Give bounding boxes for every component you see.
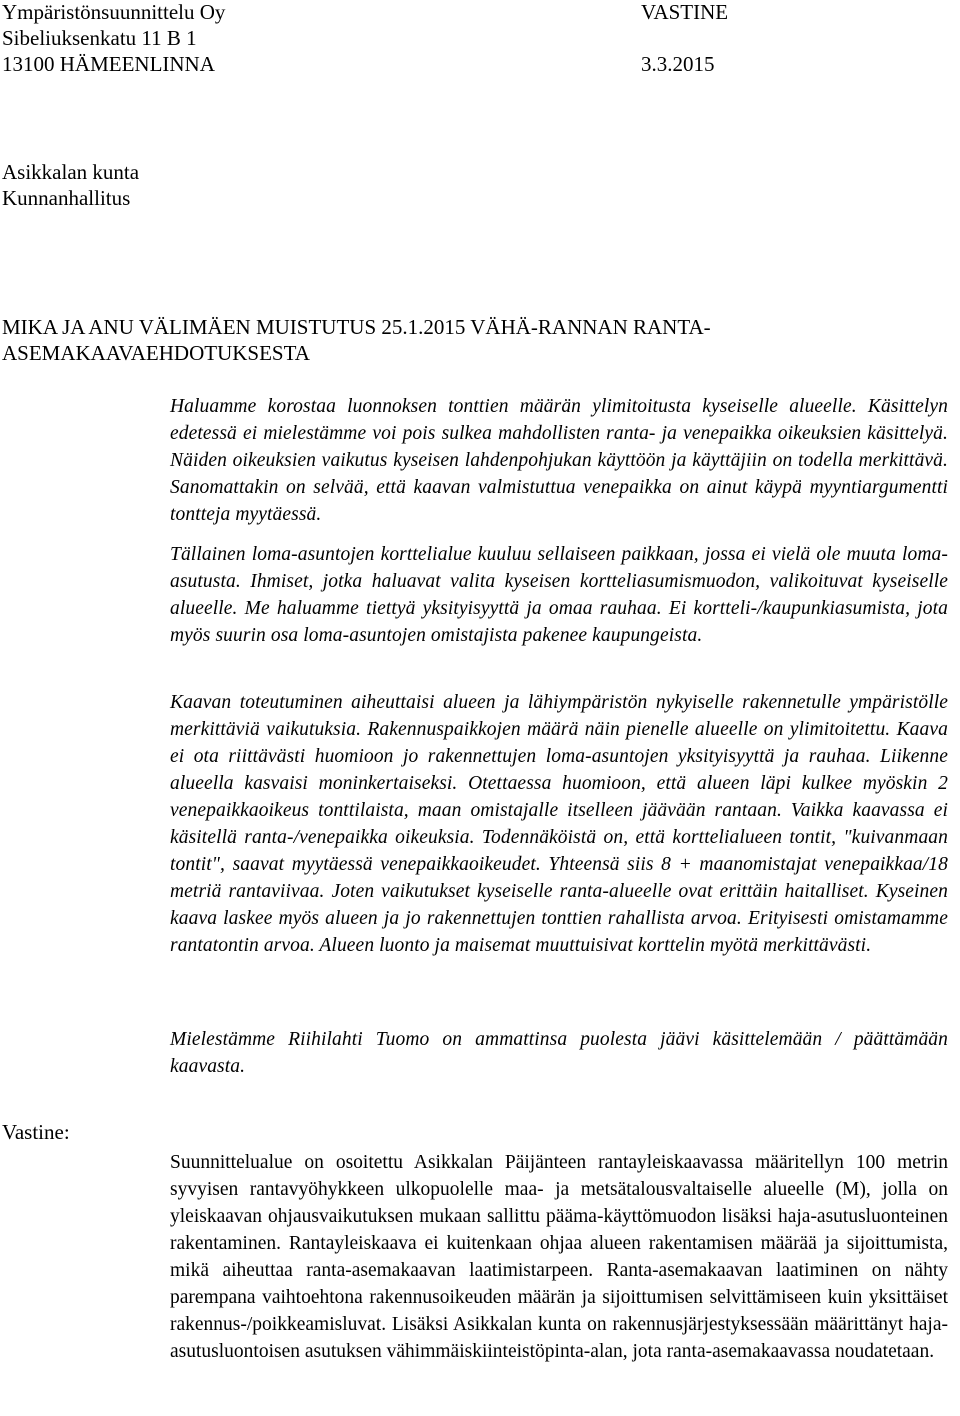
document-date: 3.3.2015 [641,52,715,76]
sender-city: 13100 HÄMEENLINNA [2,52,215,76]
recipient-body: Kunnanhallitus [2,186,131,210]
reply-label: Vastine: [2,1120,70,1144]
sender-street: Sibeliuksenkatu 11 B 1 [2,26,197,50]
sender-company: Ympäristönsuunnittelu Oy [2,0,226,24]
quote-paragraph-4: Mielestämme Riihilahti Tuomo on ammattinsa puolesta jäävi käsittelemään / päättämään kaavasta. [170,1029,948,1077]
quote-paragraph-2: Tällainen loma-asuntojen korttelialue kuuluu sellaiseen paikkaan, jossa ei vielä ole muuta loma-asutusta. Ihmiset, jotka haluavat valita kyseisen kortteliasumismuodon, valikoituvat kyseiselle alueelle. Me haluamme tiettyä yksityisyyttä ja omaa rauhaa. Ei kortteli-/kaupunkiasumista, jota myös suurin osa loma-asuntojen omistajista pakenee kaupungeista. [170,544,948,646]
reply-paragraph: Suunnittelualue on osoitettu Asikkalan Päijänteen rantayleiskaavassa määritellyn 100 metrin syvyisen rantavyöhykkeen ulkopuolelle maa- ja metsätalousvaltaiselle alueelle (M), jolla on yleiskaavan ohjausvaikutuksen mukaan sallittu pääma-käyttömuodon lisäksi haja-asutusluonteinen rakentaminen. Rantayleiskaava ei kuitenkaan ohjaa alueen rakentamisen määrää ja sijoittumista, mikä aiheuttaa ranta-asemakaavan laatimistarpeen. Ranta-asemakaavan laatiminen on nähty parempana vaihtoehtona rakennusoikeuden määrän ja sijoittumisen selvittämiseen kuin yksittäiset rakennus-/poikkeamisluvat. Lisäksi Asikkalan kunta on rakennusjärjestyksessään määrittänyt haja-asutusluontoisen asutuksen vähimmäiskiinteistöpinta-alan, jota ranta-asemakaavassa noudatetaan. [170,1152,948,1362]
quote-paragraph-1: Haluamme korostaa luonnoksen tonttien määrän ylimitoitusta kyseiselle alueelle. Käsittelyn edetessä ei mielestämme voi pois sulkea mahdollisten ranta- ja venepaikka oikeuksien käsittelyä. Näiden oikeuksien vaikutus kyseisen lahdenpohjukan käyttöön ja käyttäjiin on todella merkittävä. Sanomattakin on selvää, että kaavan valmistuttua venepaikka on ainut käypä myyntiargumentti tontteja myytäessä. [170,396,948,525]
document-type: VASTINE [641,0,729,24]
quote-paragraph-3: Kaavan toteutuminen aiheuttaisi alueen ja lähiympäristön nykyiselle rakennetulle ympäristölle merkittäviä vaikutuksia. Rakennuspaikkojen määrä näin pienelle alueelle on ylimitoitettu. Kaava ei ota riittävästi huomioon jo rakennettujen loma-asuntojen yksityisyyttä ja rauhaa. Liikenne alueella kasvaisi moninkertaiseksi. Otettaessa huomioon, että alueen läpi kulkee myöskin 2 venepaikkaoikeus tonttilaista, maan omistajalle itselleen jäävään rantaan. Vaikka kaavassa ei käsitellä ranta-/venepaikka oikeuksia. Todennäköistä on, että korttelialueen tontit, "kuivanmaan tontit", saavat myytäessä venepaikkaoikeudet. Yhteensä siis 8 + maanomistajat venepaikkaa/18 metriä rantaviivaa. Joten vaikutukset kyseiselle ranta-alueelle ovat erittäin haitalliset. Kyseinen kaava laskee myös alueen ja jo rakennettujen tonttien rahallista arvoa. Erityisesti omistamamme rantatontin arvoa. Alueen luonto ja maisemat muuttuisivat korttelin myötä merkittävästi. [170,692,948,956]
recipient-org: Asikkalan kunta [2,160,140,184]
document-title: MIKA JA ANU VÄLIMÄEN MUISTUTUS 25.1.2015 VÄHÄ-RANNAN RANTA-ASEMAKAAVAEHDOTUKSESTA [2,315,711,365]
